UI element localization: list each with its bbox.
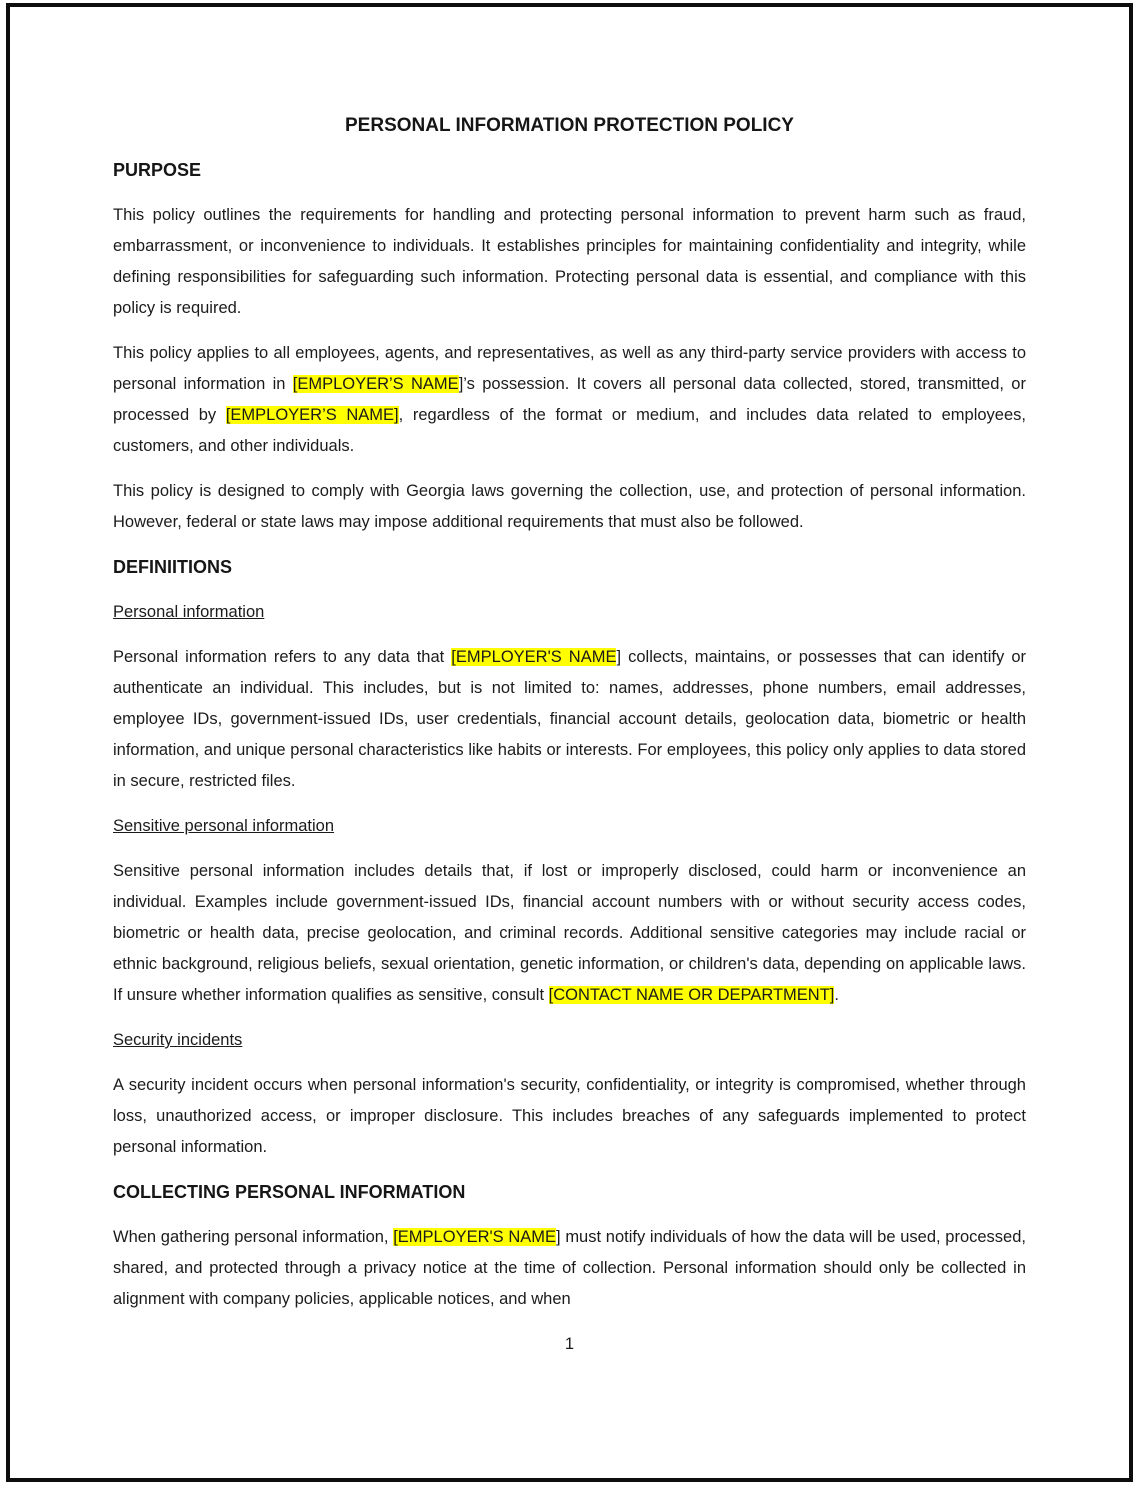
page-number: 1 <box>564 1335 575 1353</box>
section-heading <box>113 155 1026 186</box>
text-run: COLLECTING PERSONAL INFORMATION <box>113 1182 466 1202</box>
section-subheading <box>113 1025 1026 1056</box>
highlighted-placeholder: [EMPLOYER'S NAME <box>451 648 617 666</box>
text-run: This policy applies to all employees, agents, and representatives, as well as any third-party service providers with access to personal information in <box>113 344 1026 393</box>
document-title: PERSONAL INFORMATION PROTECTION POLICY <box>345 115 794 136</box>
paragraph <box>113 642 1026 797</box>
highlighted-placeholder: [CONTACT NAME OR DEPARTMENT] <box>548 986 835 1004</box>
section-subheading <box>113 811 1026 842</box>
text-run: Security incidents <box>113 1031 243 1049</box>
paragraph <box>113 1070 1026 1163</box>
highlighted-placeholder: [EMPLOYER’S NAME] <box>225 406 399 424</box>
paragraph <box>113 1222 1026 1315</box>
text-run: When gathering personal information, <box>113 1228 394 1246</box>
text-run: Sensitive personal information includes details that, if lost or improperly disclosed, could harm or inconvenience an individual. Examples include government-issued IDs, financial account numbers with or without security access codes, biometric or health data, precise geolocation, and criminal records. Additional sensitive categories may include racial or ethnic background, religious beliefs, sexual orientation, genetic information, or children's data, depending on applicable laws. If unsure whether information qualifies as sensitive, consult <box>113 862 1026 1004</box>
highlighted-placeholder: [EMPLOYER'S NAME <box>393 1228 557 1246</box>
text-run: Sensitive personal information <box>113 817 335 835</box>
section-heading <box>113 1177 1026 1208</box>
section-heading <box>113 552 1026 583</box>
highlighted-placeholder: [EMPLOYER’S NAME <box>292 375 459 393</box>
document-content <box>113 110 1026 1360</box>
text-run: This policy is designed to comply with Georgia laws governing the collection, use, and protection of personal information. However, federal or state laws may impose additional requirements that must also be followed. <box>113 482 1026 531</box>
text-run: , regardless of the format or medium, and includes data related to employees, customers, and other individuals. <box>113 406 1026 455</box>
paragraph <box>113 200 1026 324</box>
paragraph <box>113 476 1026 538</box>
text-run: . <box>834 986 839 1004</box>
text-run: This policy outlines the requirements for handling and protecting personal information to prevent harm such as fraud, embarrassment, or inconvenience to individuals. It establishes principles for maintaining confidentiality and integrity, while defining responsibilities for safeguarding such information. Protecting personal data is essential, and compliance with this policy is required. <box>113 206 1026 317</box>
text-run: Personal information refers to any data that <box>113 648 452 666</box>
text-run: ] collects, maintains, or possesses that can identify or authenticate an individual. This includes, but is not limited to: names, addresses, phone numbers, email addresses, employee IDs, government-issued IDs, user credentials, financial account details, geolocation data, biometric or health information, and unique personal characteristics like habits or interests. For employees, this policy only applies to data stored in secure, restricted files. <box>113 648 1026 790</box>
text-run: ]’s possession. It covers all personal data collected, stored, transmitted, or processed by <box>113 375 1026 424</box>
text-run: PURPOSE <box>113 160 202 180</box>
text-run: ] must notify individuals of how the data will be used, processed, shared, and protected through a privacy notice at the time of collection. Personal information should only be collected in alignment with company policies, applicable notices, and when <box>113 1228 1026 1308</box>
paragraph <box>113 856 1026 1011</box>
paragraph <box>113 338 1026 462</box>
section-subheading <box>113 597 1026 628</box>
document-body <box>113 155 1026 1315</box>
text-run: Personal information <box>113 603 265 621</box>
text-run: A security incident occurs when personal information's security, confidentiality, or integrity is compromised, whether through loss, unauthorized access, or improper disclosure. This includes breaches of any safeguards implemented to protect personal information. <box>113 1076 1026 1156</box>
text-run: DEFINIITIONS <box>113 557 233 577</box>
